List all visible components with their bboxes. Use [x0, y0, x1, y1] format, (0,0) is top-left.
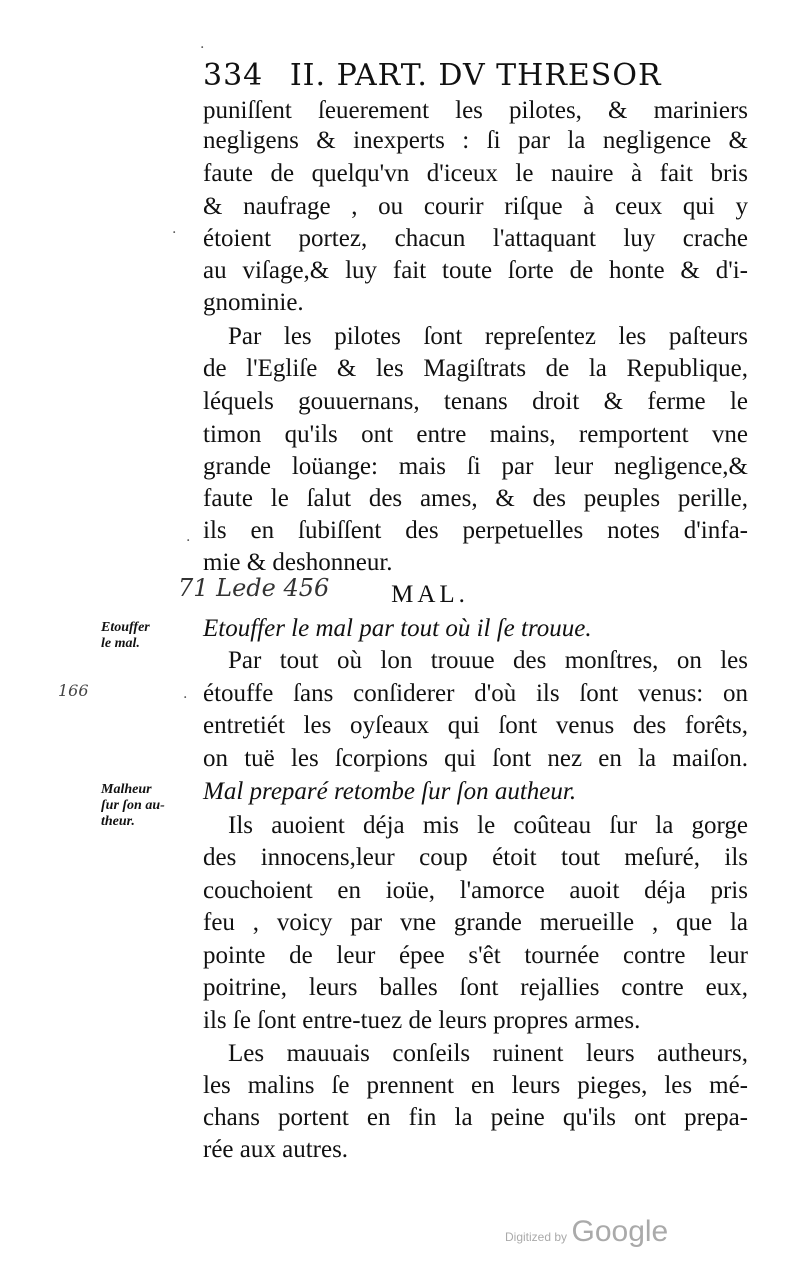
text-line: Les mauuais conſeils ruinent leurs autheurs,	[228, 1040, 748, 1067]
margin-dot-mark: ·	[200, 40, 205, 56]
text-line: Par les pilotes ſont repreſentez les paſteurs	[228, 323, 748, 350]
text-line: faute de quelqu'vn d'iceux le nauire à fait bris	[203, 160, 748, 187]
text-line: rée aux autres.	[203, 1136, 349, 1163]
margin-dot-mark: ·	[183, 690, 188, 706]
text-line: & naufrage , ou courir riſque à ceux qui y	[203, 193, 748, 220]
margin-dot-mark: ·	[186, 533, 191, 549]
handwritten-margin-number: 166	[58, 681, 89, 700]
handwritten-note: 71 Lede 456	[178, 574, 330, 602]
text-line: des innocens,leur coup étoit tout meſuré, ils	[203, 844, 748, 871]
text-line: pointe de leur épee s'êt tournée contre leur	[203, 942, 748, 969]
watermark-prefix: Digitized by	[505, 1230, 568, 1244]
text-line: negligens & inexperts : ſi par la negligence &	[203, 127, 748, 154]
text-line: grande loüange: mais ſi par leur negligence,&	[203, 453, 748, 480]
text-line: gnominie.	[203, 289, 304, 316]
running-header	[203, 58, 662, 93]
text-line: puniſſent ſeuerement les pilotes, & mariniers	[203, 97, 748, 124]
margin-note-1	[101, 620, 150, 652]
margin-note-2	[101, 782, 165, 830]
margin-note-line: Malheur	[101, 782, 152, 797]
text-line: faute le ſalut des ames, & des peuples perille,	[203, 485, 748, 512]
text-line: léquels gouuernans, tenans droit & ferme le	[203, 388, 748, 415]
text-line: timon qu'ils ont entre mains, remportent vne	[203, 421, 748, 448]
text-line: couchoient en ioüe, l'amorce auoit déja pris	[203, 877, 748, 904]
text-line: étouffe ſans conſiderer d'où ils ſont venus: on	[203, 680, 748, 707]
subheading-1: Etouffer le mal par tout où il ſe trouue.	[203, 615, 592, 642]
text-line: entretiét les oyſeaux qui ſont venus des forêts,	[203, 712, 748, 739]
margin-note-line: le mal.	[101, 636, 140, 651]
google-watermark	[505, 1215, 668, 1249]
text-line: feu , voicy par vne grande merueille , que la	[203, 909, 748, 936]
text-line: mie & deshonneur.	[203, 549, 393, 576]
text-line: on tuë les ſcorpions qui ſont nez en la maiſon.	[203, 745, 748, 772]
section-heading: MAL.	[391, 581, 469, 608]
margin-note-line: ſur ſon au-	[101, 798, 165, 813]
text-line: poitrine, leurs balles ſont rejallies contre eux,	[203, 974, 748, 1001]
text-line: Ils auoient déja mis le coûteau ſur la gorge	[228, 812, 748, 839]
margin-dot-mark: ·	[172, 225, 177, 241]
text-line: ils ſe ſont entre-tuez de leurs propres armes.	[203, 1007, 641, 1034]
margin-note-line: Etouffer	[101, 620, 150, 635]
margin-note-line: theur.	[101, 814, 135, 829]
page-number: 334	[203, 58, 264, 93]
running-title: II. PART. DV THRESOR	[289, 58, 662, 93]
text-line: Par tout où lon trouue des monſtres, on les	[228, 647, 748, 674]
text-line: au viſage,& luy fait toute ſorte de honte & d'i-	[203, 257, 748, 284]
text-line: les malins ſe prennent en leurs pieges, les mé-	[203, 1072, 748, 1099]
text-line: étoient portez, chacun l'attaquant luy crache	[203, 225, 748, 252]
text-line: ils en ſubiſſent des perpetuelles notes d'infa-	[203, 517, 748, 544]
subheading-2: Mal preparé retombe ſur ſon autheur.	[203, 778, 577, 805]
google-logo: Google	[571, 1215, 669, 1248]
text-line: de l'Egliſe & les Magiſtrats de la Republique,	[203, 355, 748, 382]
text-line: chans portent en fin la peine qu'ils ont prepa-	[203, 1104, 748, 1131]
